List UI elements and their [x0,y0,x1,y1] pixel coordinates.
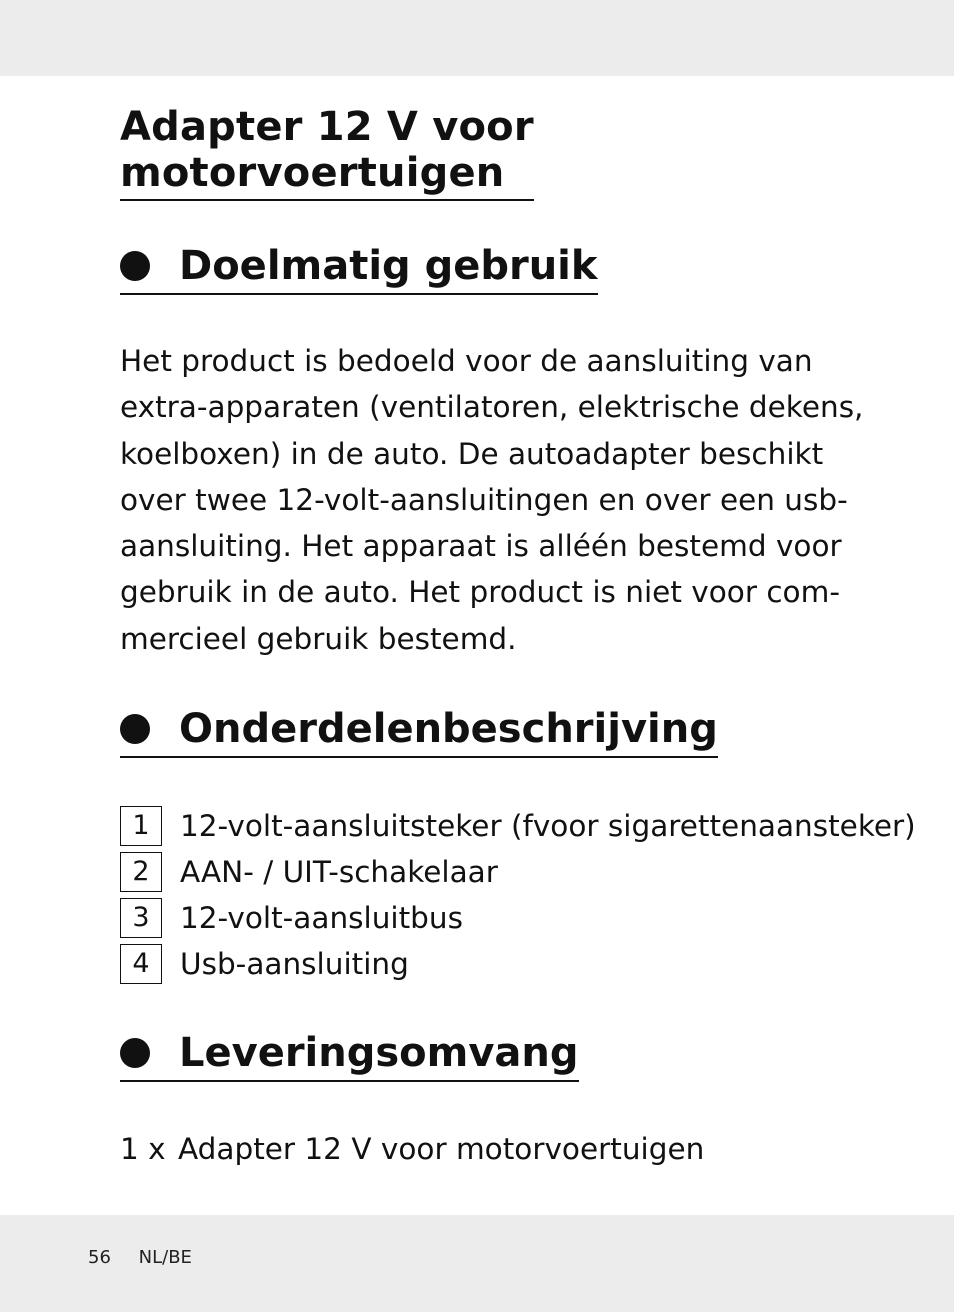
bullet-icon [120,1038,150,1068]
list-item [120,895,916,941]
section-heading-intended-use [120,241,598,295]
delivery-item-label: Adapter 12 V voor motorvoertuigen [178,1132,705,1166]
bullet-icon [120,714,150,744]
paragraph-line: gebruik in de auto. Het product is niet voor com- [120,575,840,610]
part-label: Usb-aansluiting [180,947,409,981]
paragraph-line: mercieel gebruik bestemd. [120,621,517,656]
bullet-icon [120,251,150,281]
list-item [120,803,916,849]
page-footer [88,1247,192,1268]
page-number: 56 [88,1247,111,1268]
section-heading-parts [120,704,718,758]
delivery-quantity: 1 x [120,1132,166,1166]
part-label: 12-volt-aansluitbus [180,901,463,935]
list-item [120,941,916,987]
paragraph-line: aansluiting. Het apparaat is alléén bestemd voor [120,529,842,564]
part-label: 12-volt-aansluitsteker (fvoor sigarettenaansteker) [180,809,916,843]
list-item [120,849,916,895]
part-number-box: 1 [120,806,162,846]
part-number-box: 2 [120,852,162,892]
part-number-box: 4 [120,944,162,984]
document-title-line-1: Adapter 12 V voor [120,104,534,150]
document-title-line-2: motorvoertuigen [120,150,505,196]
intended-use-paragraph [120,338,880,662]
section-heading-delivery [120,1028,579,1082]
section-heading-text: Onderdelenbeschrijving [179,706,718,752]
top-margin-band [0,0,954,76]
document-title [120,104,534,201]
section-heading-text: Doelmatig gebruik [179,243,598,289]
section-heading-text: Leveringsomvang [179,1030,579,1076]
paragraph-line: over twee 12-volt-aansluitingen en over een usb- [120,482,848,517]
locale-label: NL/BE [138,1247,192,1268]
part-number-box: 3 [120,898,162,938]
paragraph-line: koelboxen) in de auto. De autoadapter beschikt [120,436,824,471]
paragraph-line: Het product is bedoeld voor de aansluiting van [120,344,813,378]
parts-list [120,803,916,987]
delivery-item [120,1126,704,1172]
part-label: AAN- / UIT-schakelaar [180,855,498,889]
paragraph-line: extra-apparaten (ventilatoren, elektrische dekens, [120,390,864,425]
